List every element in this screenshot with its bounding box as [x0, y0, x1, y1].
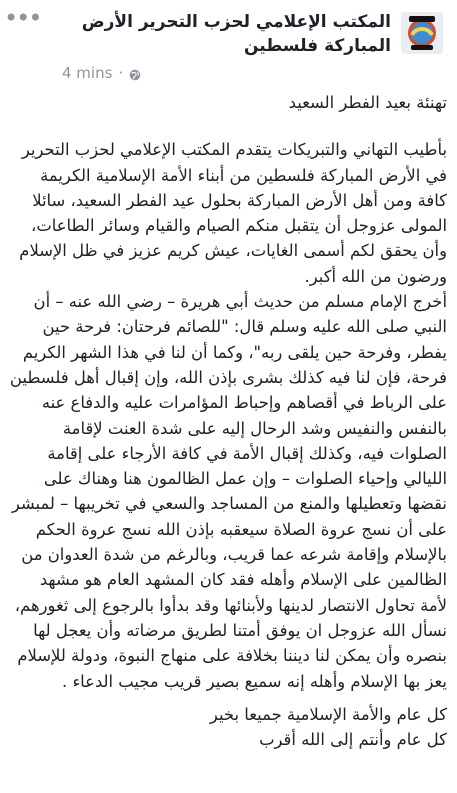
more-icon[interactable]: •••	[4, 4, 41, 32]
greeting-title: تهنئة بعيد الفطر السعيد	[288, 93, 447, 112]
paragraph-2: أخرج الإمام مسلم من حديث أبي هريرة – رضي الله عنه – أن النبي صلى الله عليه وسلم قال: "للصائم فرحتان: فرحة حين يفطر، وفرحة حين يلقى ربه"، وكما أن لنا في هذا الشهر الكريم فرحة، فإن لنا فيه كذلك بشرى بإذن الله، وإن إقبال أهل فلسطين على الرباط في أقصاهم وإحباط المؤامرات عليه والدفاع عنه بالنفس والنفيس وشد الرحال إليه على شدة العنت لإقامة الصلوات فيه، وكذلك إقبال الأمة في كافة الأرجاء على إقامة الليالي وإحياء الصلوات – وإن عمل الظالمون هنا وهناك على نقضها وتعطيلها والمنع من المساجد والسعي في تخريبها – لمبشر على أن نسج عروة الصلاة سيعقبه بإذن الله نسج عروة الحكم بالإسلام وإقامة شرعه عما قريب، وبالرغم من شدة العدوان من الظالمين على الإسلام وأهله فقد كان المشهد العام هو مشهد لأمة تحاول الانتصار لدينها ولأبنائها وقد بدأوا بالرجوع إلى ثغورهم، نسأل الله عزوجل ان يوفق أمتنا لطريق مرضاته وأن يعجل لها بنصره وأن يمكن لنا ديننا بخلافة على منهاج النبوة، ودولة للإسلام يعز بها الإسلام وأهله إنه سميع بصير قريب مجيب الدعاء .	[4, 292, 447, 691]
globe-icon	[129, 67, 141, 79]
dot-separator: ·	[118, 64, 124, 82]
paragraph-spacer	[8, 115, 447, 137]
page-title[interactable]: المكتب الإعلامي لحزب التحرير الأرض المباركة فلسطين	[81, 12, 391, 56]
avatar[interactable]	[401, 12, 443, 54]
post-header	[0, 0, 457, 88]
paragraph-spacer	[8, 694, 447, 702]
closing-line-1: كل عام والأمة الإسلامية جميعا بخير	[209, 704, 447, 724]
timestamp[interactable]: 4 mins	[62, 64, 113, 82]
avatar-logo	[401, 12, 443, 54]
closing-line-2: كل عام وأنتم إلى الله أقرب	[259, 730, 447, 750]
post-body	[4, 90, 447, 752]
post-meta	[62, 64, 141, 82]
paragraph-1: بأطيب التهاني والتبريكات يتقدم المكتب الإعلامي لحزب التحرير في الأرض المباركة فلسطين من أبناء الأمة الإسلامية الكريمة كافة ومن أهل الأرض المباركة بحلول عيد الفطر السعيد، سائلا المولى عزوجل أن يتقبل منكم الصيام والقيام وسائر الطاعات، وأن يحقق لكم أسمى الغايات، عيش كريم عزيز في ظل الإسلام ورضون من الله أكبر.	[14, 140, 447, 286]
